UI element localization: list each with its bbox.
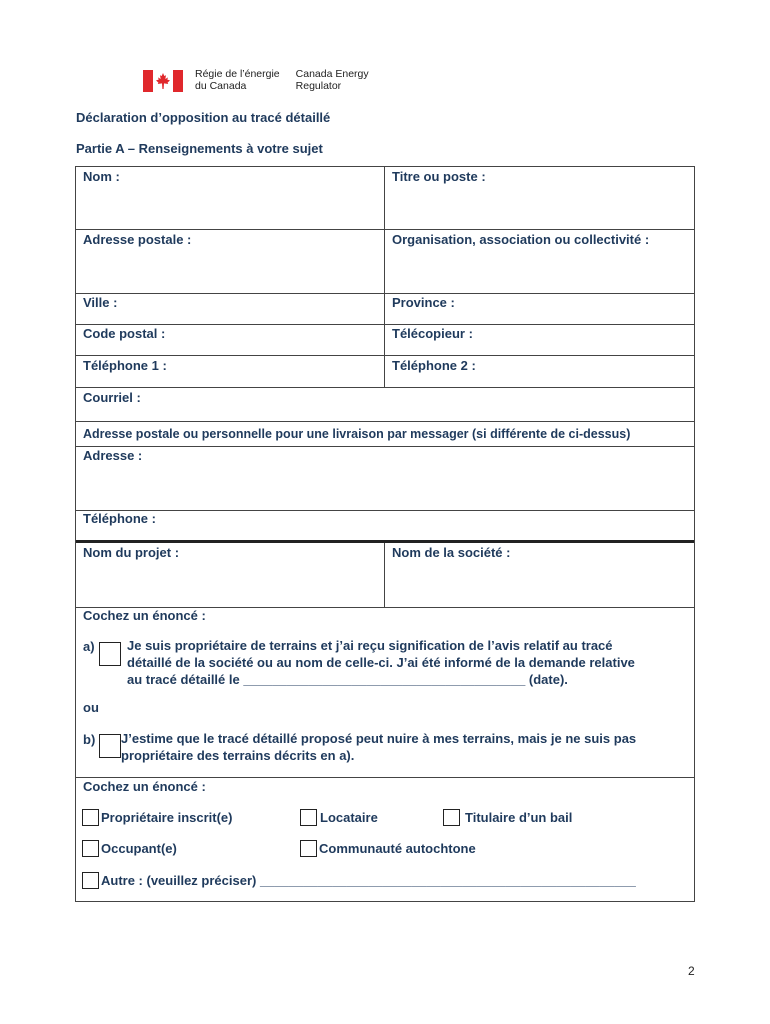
canada-flag-icon [143,70,183,92]
communaute-label: Communauté autochtone [319,841,476,856]
courier-address-heading: Adresse postale ou personnelle pour une livraison par messager (si différente de ci-dessus) [83,427,631,441]
option-a-label: a) [83,639,95,654]
autre-label: Autre : (veuillez préciser) ____________________________________________________ [101,873,636,888]
telephone1-field[interactable]: Téléphone 1 : [83,358,167,373]
titre-field[interactable]: Titre ou poste : [392,169,486,184]
telecopieur-field[interactable]: Télécopieur : [392,326,473,341]
adresse-postale-field[interactable]: Adresse postale : [83,232,192,247]
titulaire-checkbox[interactable] [443,809,460,826]
row-divider [76,324,694,325]
row-divider [76,540,694,543]
row-divider [76,421,694,422]
courier-adresse-field[interactable]: Adresse : [83,448,143,463]
row-divider [76,293,694,294]
communaute-checkbox[interactable] [300,840,317,857]
statement1-heading: Cochez un énoncé : [83,608,206,623]
telephone2-field[interactable]: Téléphone 2 : [392,358,476,373]
or-separator: ou [83,700,99,715]
locataire-checkbox[interactable] [300,809,317,826]
nom-projet-field[interactable]: Nom du projet : [83,545,180,560]
row-divider [76,229,694,230]
page-number: 2 [688,964,695,978]
row-divider [76,510,694,511]
row-divider [76,355,694,356]
opposition-form [75,166,695,902]
province-field[interactable]: Province : [392,295,455,310]
occupant-label: Occupant(e) [101,841,177,856]
autre-checkbox[interactable] [82,872,99,889]
statement2-heading: Cochez un énoncé : [83,779,206,794]
option-a-text: Je suis propriétaire de terrains et j’ai reçu signification de l’avis relatif au tracé détaillé de la société ou au nom de celle-ci. J’ai été informé de la demande relative au tracé détaillé le _______________________________________ (date). [127,638,635,687]
section-heading: Partie A – Renseignements à votre sujet [76,141,323,156]
nom-societe-field[interactable]: Nom de la société : [392,545,511,560]
code-postal-field[interactable]: Code postal : [83,326,166,341]
occupant-checkbox[interactable] [82,840,99,857]
organisation-field[interactable]: Organisation, association ou collectivité : [392,232,650,247]
option-b-label: b) [83,732,96,747]
option-b-text: J’estime que le tracé détaillé proposé peut nuire à mes terrains, mais je ne suis pas propriétaire des terrains décrits en a). [121,731,637,763]
row-divider [76,387,694,388]
row-divider [76,446,694,447]
option-a-checkbox[interactable] [99,642,121,666]
proprietaire-checkbox[interactable] [82,809,99,826]
agency-name-en: Canada Energy Regulator [295,68,369,92]
ville-field[interactable]: Ville : [83,295,118,310]
courier-telephone-field[interactable]: Téléphone : [83,511,156,526]
courriel-field[interactable]: Courriel : [83,390,141,405]
proprietaire-label: Propriétaire inscrit(e) [101,810,233,825]
nom-field[interactable]: Nom : [83,169,120,184]
column-divider [384,543,385,607]
document-title: Déclaration d’opposition au tracé détaillé [76,110,331,125]
row-divider [76,777,694,778]
agency-name-fr: Régie de l’énergie du Canada [195,68,280,92]
locataire-label: Locataire [320,810,378,825]
option-b-checkbox[interactable] [99,734,121,758]
agency-logo [143,68,369,96]
column-divider [384,167,385,387]
titulaire-label: Titulaire d’un bail [465,810,573,825]
